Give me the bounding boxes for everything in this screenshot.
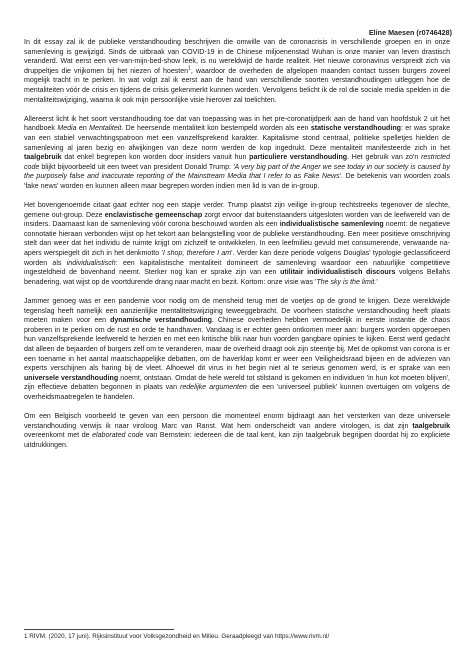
bold-term: dynamische verstandhouding xyxy=(110,317,212,325)
text-run: : er was sprake van een stabiel verwachtingspatroon met een vanzelfsprekend karakter. Kapitalisme stond centraal, politieke spelletjes hielden de samenleving al jaren bezig en afwijkingen van deze norm werden de kop ingedrukt. Deze mentaliteit manifesteerde zich in het xyxy=(24,125,451,152)
bold-term: enclavistische gemeenschap xyxy=(104,211,203,219)
bold-term: particuliere verstandhouding xyxy=(249,154,348,162)
paragraph-enclavistic xyxy=(24,201,450,287)
text-run: . De heersende mentaliteit kon bestempeld worden als een xyxy=(121,125,311,133)
italic-phrase: Mentaliteit xyxy=(89,125,122,133)
essay-body xyxy=(24,38,450,451)
text-run: die een 'universeel publiek' kunnen overtuigen om volgens de overheidsmaatregelen te handelen. xyxy=(24,384,450,401)
text-run: van Bernstein: iedereen die de taal kent, kan zijn taalgebruik begrijpen doordat hij zo expliciete uitdrukkingen. xyxy=(24,432,450,449)
text-run: Om een Belgisch voorbeeld te geven van een persoon die momenteel enorm bijdraagt aan het versterken van deze universele verstandhouding verwijs ik naar viroloog Marc van Ranst. Wat hem onderscheidt van andere virologen, is dat zijn xyxy=(24,413,450,430)
bold-term: taalgebruik xyxy=(24,154,62,162)
bold-term: universele verstandhouding xyxy=(24,374,119,382)
italic-phrase: elaborated code xyxy=(92,432,144,440)
paragraph-belgian-example xyxy=(24,412,450,450)
text-run: zorgt ervoor dat buitenstaanders uitgesloten worden van de leefwereld van de insiders. Daarnaast kan de samenleving vóór corona beschouwd worden als een xyxy=(24,211,450,229)
italic-phrase: restricted code xyxy=(24,154,450,171)
text-run: dat enkel begrepen kon worden door insiders vanuit hun xyxy=(61,154,250,162)
italic-phrase: The sky is the limit. xyxy=(316,278,377,286)
italic-phrase: 'A very big part of the Anger we see today in our society is caused by the purposely false and inaccurate reporting of the Mainstream Media that I refer to as Fake News' xyxy=(24,163,450,181)
text-run: noemt, ontstaan. Omdat de hele wereld tot stilstand is gekomen en individuen 'in hun kot moeten blijven', zijn effectieve debatten begonnen in plaats van xyxy=(24,374,451,392)
text-run: volgens Bellahs benadering, wat wijst op de voortdurende drang naar macht en bezit. Kortom: onze visie was ' xyxy=(24,269,450,286)
bold-term: statische verstandhouding xyxy=(310,125,401,133)
paragraph-pre-corona xyxy=(24,115,450,192)
text-run: . De betekenis van woorden zoals 'fake news' worden en kunnen alleen maar begrepen worden indien men lid is van de in-group. xyxy=(24,173,450,190)
text-run: , waardoor de overheden de afgelopen maanden contact tussen burgers zoveel mogelijk tracht in te perken. In wat volgt zal ik eerst aan de hand van verschillende soorten verstandhoudingen uitleggen hoe de mentaliteiten vóór de crisis en tijdens de crisis gekenmerkt kunnen worden. Vervolgens belicht ik de rol die sociale media spelden in die mentaliteitswijziging, waarna ik ook mijn persoonlijke visie hierover zal toelichten. xyxy=(24,67,450,104)
text-run: . Chinese overheden hebben vermoedelijk in eerste instantie de chaos proberen in te perken om de rust en orde te handhaven. Vandaag is er echter geen ontkomen meer aan: burgers worden opgeroepen hun vanzelfsprekende leefwereld te herzien en met een kritische blik naar hun voorden gangbare opinies te kijken. Eerst werd gedacht dat alleen de bejaarden of burgers zelf om te veranderen, maar de overheid draagt ook zijn steentje bij. Met de opkomst van corona is er een toename in het aantal maatschappelijke debatten, om de haverklap komt er weer een Veiligheidsraad bijeen en de adviezen van experts verschijnen als haring bij de vleet. Alhoewel dit virus in het begin niet al te serieus genomen werd, is er sprake van een xyxy=(24,317,450,373)
text-run: . Het gebruik van zo'n xyxy=(347,154,422,162)
text-run: overeenkomt met de xyxy=(24,432,93,440)
text-run: noemt: de negatieve connotatie hieraan verbonden wijst op het tekort aan belangstelling voor de publieke verstandhouding. Een meer positieve omschrijving stelt dan weer dat het individu de ruimte krijgt om zichzelf te ontwikkelen. In een leefmilieu gevuld met consumerende, verwaande na-apers werspiegelt dit zich in het denkmotto ' xyxy=(24,221,450,258)
footnote-marker: 1 xyxy=(188,65,191,72)
footnote: 1 RIVM. (2020, 17 juni). Rijksinstituut voor Volksgezondheid en Milieu. Geraadpleegd van https://www.rivm.nl/ xyxy=(24,633,330,640)
text-run: Allereerst licht ik het soort verstandhouding toe dat van toepassing was in het pre-coronatijdperk aan de hand van hoofdstuk 2 uit het handboek xyxy=(24,115,450,133)
text-run: ' xyxy=(376,278,378,286)
italic-phrase: I shop, therefore I am xyxy=(162,250,232,258)
author-header: Eline Maesen (r0746428) xyxy=(368,28,452,37)
bold-term: individualistische samenleving xyxy=(279,221,384,229)
italic-phrase: individualistisch xyxy=(66,259,116,267)
text-run: blijkt bijvoorbeeld uit een tweet van president Donald Trump: xyxy=(39,163,234,171)
text-run: Het bovengenoemde citaat gaat echter nog een stapje verder. Trump plaatst zijn veilige in-group rechtstreeks tegenover de slechte, gemene out-group. Deze xyxy=(24,202,450,219)
text-run: In dit essay zal ik de publieke verstandhouding beschrijven die omwille van de coronacrisis in verschillende groepen en in onze samenleving is gewijzigd. Sinds de uitbraak van COVID-19 in de Chinese miljoenenstad Wuhan is onze manier van leven drastisch veranderd. Wat eerst een ver-van-mijn-bed-show leek, is nu wereldwijd de harde realiteit. Het nieuwe coronavirus verspreidt zich via druppeltjes die vrijkomen bij het niezen of hoesten xyxy=(24,39,450,75)
footnote-divider xyxy=(24,629,174,630)
italic-phrase: redelijke argumenten xyxy=(179,384,247,392)
bold-term: taalgebruik xyxy=(412,422,450,430)
paragraph-intro xyxy=(24,38,450,105)
text-run: : een kapitalistische mentaliteit domineert de samenleving waardoor een natuurlijke competitieve ingesteldheid de bovenhand neemt. Sterker nog kan er sprake zijn van een xyxy=(24,259,450,277)
text-run: en xyxy=(76,125,90,133)
italic-phrase: Media xyxy=(57,125,77,133)
text-run: Jammer genoeg was er een pandemie voor nodig om de mensheid terug met de voetjes op de grond te krijgen. Deze wereldwijde tegenslag heeft namelijk een aanzienlijke mentaliteitswijziging teweeggebracht. De voorheen statische verstandhouding heeft plaats moeten maken voor een xyxy=(24,298,450,325)
paragraph-dynamic xyxy=(24,297,450,403)
bold-term: utilitair individualistisch discours xyxy=(280,269,396,277)
text-run: '. Verder kan deze periode volgens Douglas' typologie geclassificeerd worden als xyxy=(24,250,451,267)
